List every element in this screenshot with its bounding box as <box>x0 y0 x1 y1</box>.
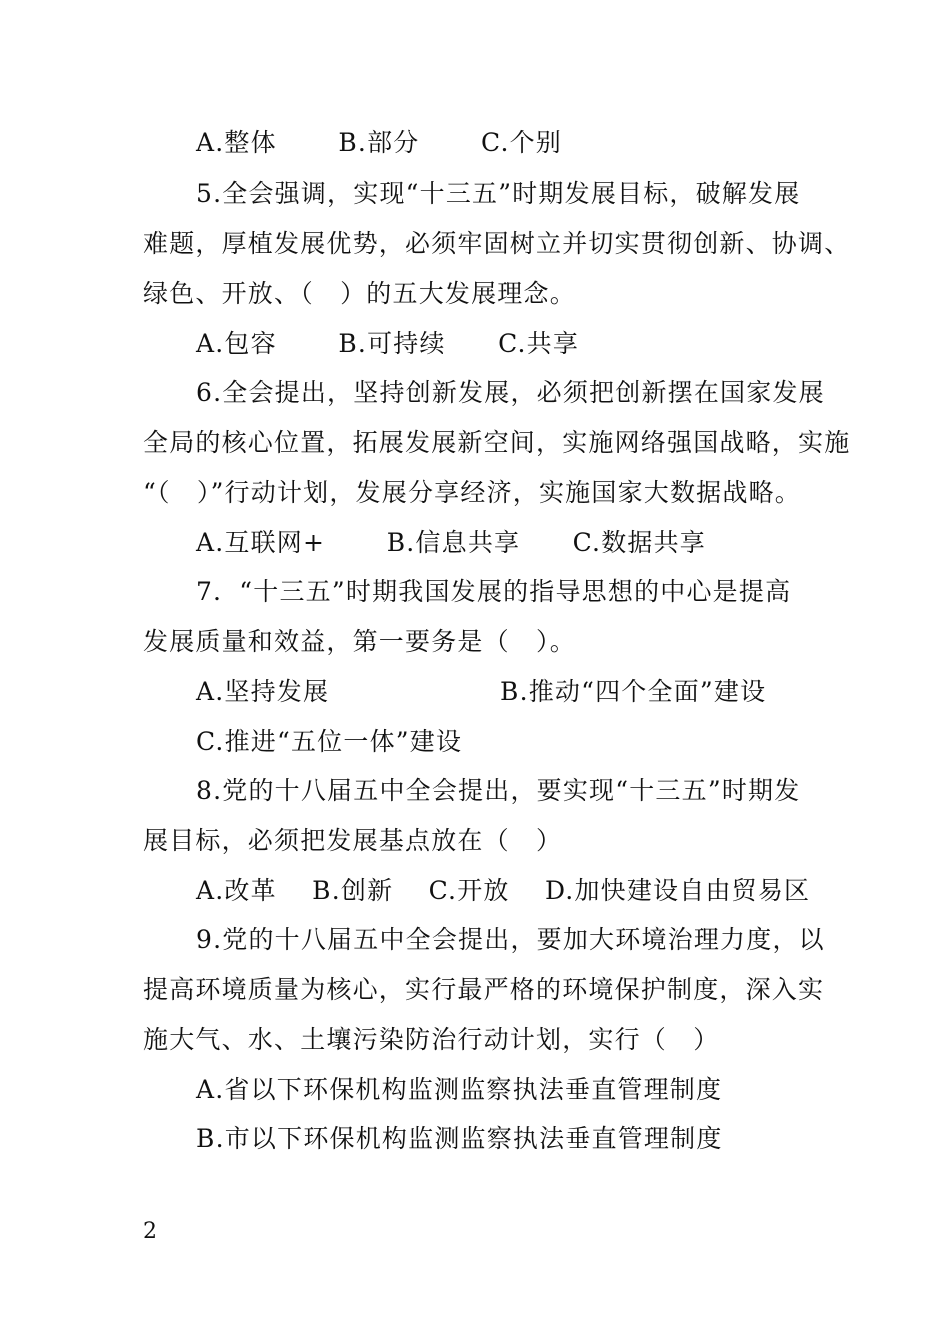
q6-options: A.互联网+ B.信息共享 C.数据共享 <box>196 528 706 557</box>
q6-stem-line-1: 6.全会提出，坚持创新发展，必须把创新摆在国家发展 <box>196 378 825 407</box>
page-number: 2 <box>143 1219 157 1244</box>
q8-stem-line-2: 展目标，必须把发展基点放在（ ） <box>143 826 563 855</box>
q6-stem-line-3: “（ ）”行动计划，发展分享经济，实施国家大数据战略。 <box>143 478 801 507</box>
q5-options: A.包容 B.可持续 C.共享 <box>196 329 580 358</box>
q8-options: A.改革 B.创新 C.开放 D.加快建设自由贸易区 <box>196 876 811 905</box>
q5-stem-line-1: 5.全会强调，实现“十三五”时期发展目标，破解发展 <box>196 179 801 208</box>
q9-option-b: B.市以下环保机构监测监察执法垂直管理制度 <box>196 1124 723 1153</box>
q8-stem-line-1: 8.党的十八届五中全会提出，要实现“十三五”时期发 <box>196 776 801 805</box>
q7-stem-line-1: 7．“十三五”时期我国发展的指导思想的中心是提高 <box>196 577 792 606</box>
q9-stem-line-2: 提高环境质量为核心，实行最严格的环境保护制度，深入实 <box>143 975 825 1004</box>
q4-options: A.整体 B.部分 C.个别 <box>196 128 562 157</box>
q6-stem-line-2: 全局的核心位置，拓展发展新空间，实施网络强国战略，实施 <box>143 428 851 457</box>
q7-option-b: B.推动“四个全面”建设 <box>500 677 767 706</box>
q9-stem-line-1: 9.党的十八届五中全会提出，要加大环境治理力度，以 <box>196 925 825 954</box>
q9-option-a: A.省以下环保机构监测监察执法垂直管理制度 <box>196 1075 723 1104</box>
q5-stem-line-2: 难题，厚植发展优势，必须牢固树立并切实贯彻创新、协调、 <box>143 229 851 258</box>
q7-option-c: C.推进“五位一体”建设 <box>196 727 463 756</box>
q7-stem-line-2: 发展质量和效益，第一要务是（ ）。 <box>143 627 576 656</box>
q9-stem-line-3: 施大气、水、土壤污染防治行动计划，实行（ ） <box>143 1025 720 1054</box>
q7-option-a: A.坚持发展 <box>196 677 330 706</box>
q5-stem-line-3: 绿色、开放、（ ）的五大发展理念。 <box>143 279 576 308</box>
